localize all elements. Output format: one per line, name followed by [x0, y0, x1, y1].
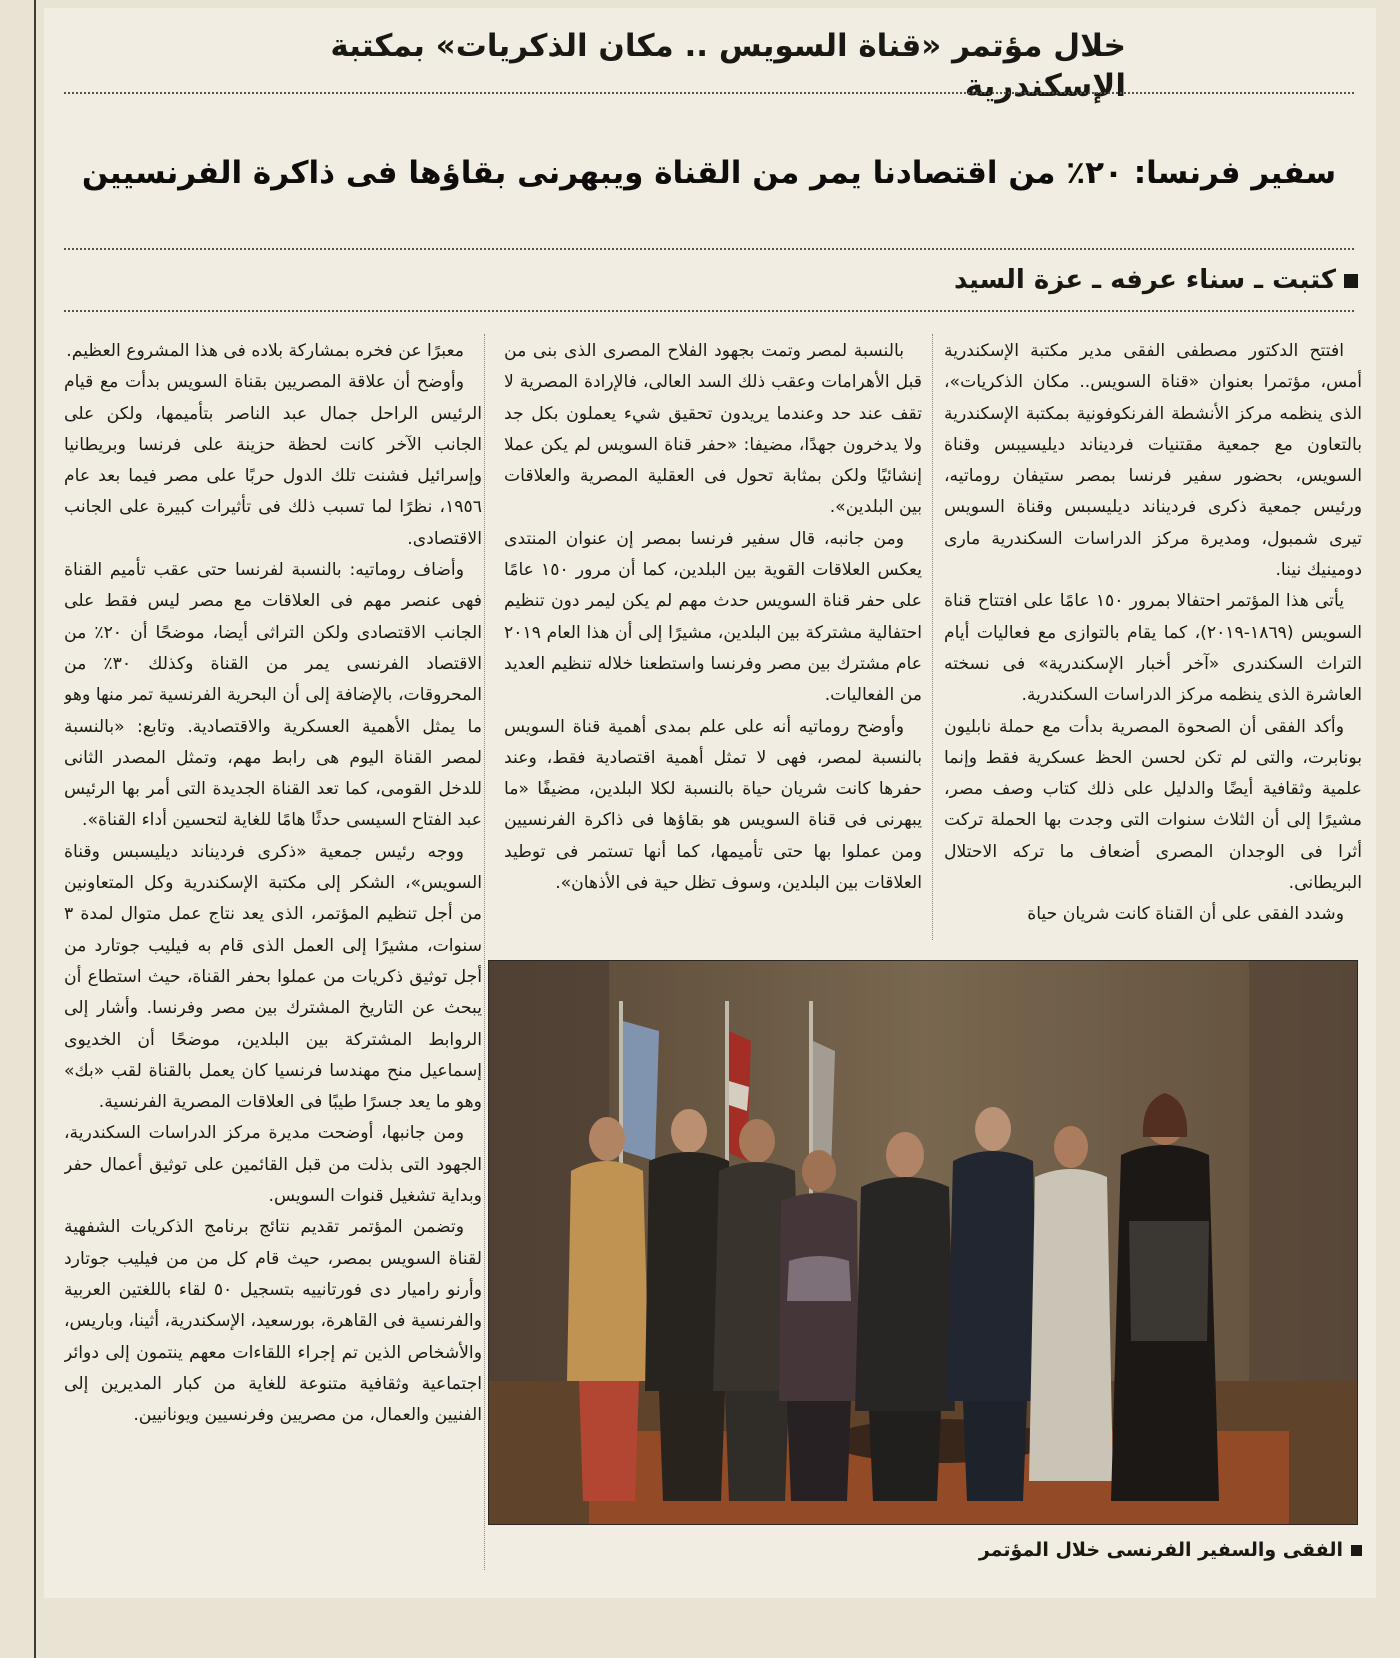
page-edge-rule [34, 0, 36, 1658]
photo-caption [502, 1536, 1362, 1564]
paragraph: ومن جانبها، أوضحت مديرة مركز الدراسات السكندرية، الجهود التى بذلت من قبل القائمين على توثيق أعمال حفر وبداية تشغيل قنوات السويس. [64, 1123, 482, 1207]
paragraph: وأوضح أن علاقة المصريين بقناة السويس بدأت مع قيام الرئيس الراحل جمال عبد الناصر بتأميمها، ولكن على الجانب الآخر كانت لحظة حزينة على فرنسا وبريطانيا وإسرائيل فشنت تلك الدول حربًا على مصر فيما بعد عام ١٩٥٦، نظرًا لما تسبب ذلك فى تأثيرات كبيرة على الجانب الاقتصادى. [64, 372, 482, 549]
paragraph: معبرًا عن فخره بمشاركة بلاده فى هذا المشروع العظيم. [66, 341, 464, 361]
paragraph: وشدد الفقى على أن القناة كانت شريان حياة [1027, 904, 1344, 925]
paragraph: وأوضح روماتيه أنه على علم بمدى أهمية قناة السويس بالنسبة لمصر، فهى لا تمثل أهمية اقتصادية فقط، وعند حفرها كانت شريان حياة بالنسبة لكلا البلدين، مضيفًا «ما يبهرنى فى قناة السويس هو بقاؤها فى ذاكرة الفرنسيين ومن عملوا بها حتى تأميمها، كما أنها تستمر فى توطيد العلاقات بين البلدين، وسوف تظل حية فى الأذهان». [504, 716, 922, 894]
paragraph: ومن جانبه، قال سفير فرنسا بمصر إن عنوان المنتدى يعكس العلاقات القوية بين البلدين، كما أن مرور ١٥٠ عامًا على حفر قناة السويس حدث مهم لم يكن ليمر دون تنظيم احتفالية مشتركة بين البلدين، مشيرًا إلى أن هذا العام ٢٠١٩ عام مشترك بين مصر وفرنسا واستطعنا خلاله تنظيم العديد من الفعاليات. [504, 528, 922, 706]
paragraph: بالنسبة لمصر وتمت بجهود الفلاح المصرى الذى بنى من قبل الأهرامات وعقب ذلك السد العالى، فالإرادة المصرية لا تقف عند حد وعندما يريدون تحقيق شيء يعملون بكل جد ولا يدخرون جهدًا، مضيفا: «حفر قناة السويس لم يكن عملا إنشائيًا ولكن بمثابة تحول فى العقلية المصرية والعلاقات بين البلدين». [504, 341, 922, 518]
byline [858, 262, 1358, 298]
byline-text: كتبت ـ سناء عرفه ـ عزة السيد [954, 265, 1336, 295]
kicker-heading: خلال مؤتمر «قناة السويس .. مكان الذكريات» بمكتبة الإسكندرية [330, 28, 1126, 104]
caption-text: الفقى والسفير الفرنسى خلال المؤتمر [978, 1539, 1343, 1561]
group-photo [488, 960, 1358, 1525]
column-3 [64, 336, 482, 1568]
byline-square-icon [1344, 274, 1358, 288]
group-photo-illustration [489, 961, 1357, 1524]
byline-dotted-rule [64, 310, 1354, 312]
paragraph: يأتى هذا المؤتمر احتفالا بمرور ١٥٠ عامًا على افتتاح قناة السويس (١٨٦٩-٢٠١٩)، كما يقام بالتوازى مع فعاليات أيام التراث السكندرى «آخر أخبار الإسكندرية» فى نسخته العاشرة الذى ينظمه مركز الدراسات السكندرية. [944, 591, 1362, 706]
paragraph: وأضاف روماتيه: بالنسبة لفرنسا حتى عقب تأميم القناة فهى عنصر مهم فى العلاقات مع مصر ليس فقط على الجانب الاقتصادى ولكن التراثى أيضا، موضحًا أن ٢٠٪ من الاقتصاد الفرنسى يمر من القناة وكذلك ٣٠٪ من المحروقات، بالإضافة إلى أن البحرية الفرنسية تمر منها وهو ما يمثل الأهمية العسكرية والاقتصادية. وتابع: «بالنسبة لمصر القناة اليوم هى رابط مهم، وتمثل المصدر الثانى للدخل القومى، كما تعد القناة الجديدة التى أمر بها الرئيس عبد الفتاح السيسى حدثًا هامًا للغاية لتحسين أداء القناة». [64, 560, 482, 831]
column-1 [944, 336, 1362, 936]
column-divider [484, 334, 485, 1570]
column-divider [932, 334, 933, 940]
paragraph: وأكد الفقى أن الصحوة المصرية بدأت مع حملة نابليون بونابرت، والتى لم تكن لحسن الحظ عسكرية فقط وإنما علمية وثقافية أيضًا والدليل على ذلك كتاب وصف مصر، مشيرًا إلى أن الثلاث سنوات التى وجدت بها الحملة تركت أثرا فى الوجدان المصرى أضعاف ما تركه الاحتلال البريطانى. [944, 716, 1362, 894]
headline-dotted-rule [64, 248, 1354, 250]
paragraph: افتتح الدكتور مصطفى الفقى مدير مكتبة الإسكندرية أمس، مؤتمرا بعنوان «قناة السويس.. مكان الذكريات»، الذى ينظمه مركز الأنشطة الفرنكوفونية بمكتبة الإسكندرية بالتعاون مع جمعية مقتنيات فرديناند ديليسيبس وقناة السويس، بحضور سفير فرنسا بمصر ستيفان روماتيه، ورئيس جمعية ذكرى فرديناند ديليسبس وقناة السويس تيرى شمبول، ومديرة مركز الدراسات السكندرية مارى دومينيك نينا. [944, 341, 1362, 581]
article [44, 8, 1376, 1598]
caption-square-icon [1351, 1545, 1362, 1556]
top-dotted-rule [64, 92, 1354, 94]
paragraph: ووجه رئيس جمعية «ذكرى فرديناند ديليسبس وقناة السويس»، الشكر إلى مكتبة الإسكندرية وكل المتعاونين من أجل تنظيم المؤتمر، الذى يعد نتاج عمل متوال لمدة ٣ سنوات، مشيرًا إلى العمل الذى قام به فيليب جوتارد من أجل توثيق ذكريات من عملوا بحفر القناة، حيث استطاع أن يبحث عن التاريخ المشترك بين مصر وفرنسا. وأشار إلى الروابط المشتركة بين البلدين، موضحًا أن الخديوى إسماعيل منح مهندسا فرنسيا كان يعمل بالقناة لقب «بك» وهو ما يعد جسرًا طيبًا فى العلاقات المصرية الفرنسية. [64, 841, 482, 1113]
headline: سفير فرنسا: ٢٠٪ من اقتصادنا يمر من القناة ويبهرنى بقاؤها فى ذاكرة الفرنسيين [81, 155, 1337, 191]
paragraph: وتضمن المؤتمر تقديم نتائج برنامج الذكريات الشفهية لقناة السويس بمصر، حيث قام كل من من فيليب جوتارد وأرنو راميار دى فورتانييه بتسجيل ٥٠ لقاء باللغتين العربية والفرنسية فى القاهرة، بورسعيد، الإسكندرية، أثينا، وباريس، والأشخاص الذين تم إجراء اللقاءات معهم ينتمون إلى دوائر اجتماعية وثقافية متنوعة للغاية من كبار المديرين إلى الفنيين والعمال، من مصريين وفرنسيين ويونانيين. [64, 1217, 482, 1426]
column-2 [504, 336, 922, 936]
